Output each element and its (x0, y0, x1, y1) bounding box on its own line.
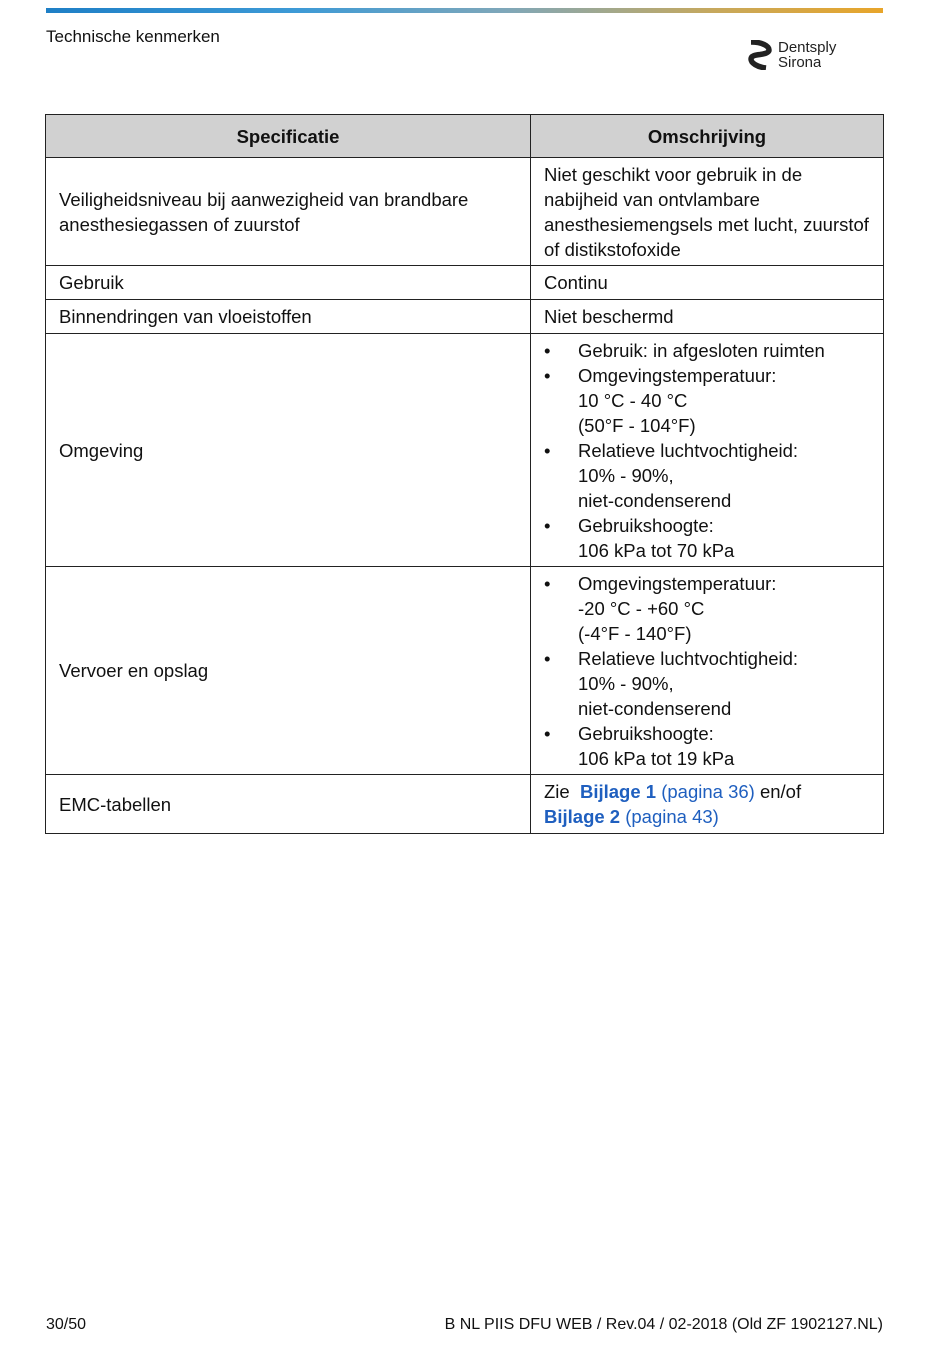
column-header-specificatie: Specificatie (46, 115, 531, 158)
desc-cell: Continu (531, 266, 884, 300)
bullet-item (544, 646, 870, 721)
desc-cell: Niet geschikt voor gebruik in de nabijheid van ontvlambare anesthesiemengsels met lucht, zuurstof of distikstofoxide (531, 158, 884, 266)
page-number: 30/50 (46, 1316, 87, 1333)
table-row (46, 300, 884, 334)
spec-cell: Omgeving (46, 334, 531, 567)
spec-cell: Veiligheidsniveau bij aanwezigheid van brandbare anesthesiegassen of zuurstof (46, 158, 531, 266)
bullet-list (544, 571, 870, 771)
table-row (46, 158, 884, 266)
table-header-row (46, 115, 884, 158)
bijlage-2-link[interactable]: Bijlage 2 (544, 806, 621, 827)
bullet-line: Gebruikshoogte: (578, 514, 714, 536)
bullet-line: Gebruikshoogte: (578, 722, 714, 744)
document-reference: B NL PIIS DFU WEB / Rev.04 / 02-2018 (Old ZF 1902127.NL) (444, 1316, 883, 1333)
bijlage-1-page-link[interactable]: (pagina 36) (661, 781, 755, 802)
bullet-item (544, 513, 870, 563)
bullet-icon: • (544, 514, 551, 536)
bullet-line: Relatieve luchtvochtigheid: (578, 647, 799, 669)
specification-table (45, 114, 884, 834)
desc-cell (531, 334, 884, 567)
bullet-line: 106 kPa tot 19 kPa (578, 747, 735, 769)
table-row (46, 334, 884, 567)
bullet-item (544, 438, 870, 513)
bullet-line: Gebruik: in afgesloten ruimten (578, 339, 825, 361)
dentsply-sirona-logo (748, 38, 858, 72)
bullet-line: 106 kPa tot 70 kPa (578, 539, 735, 561)
bullet-line: Relatieve luchtvochtigheid: (578, 439, 799, 461)
bullet-item (544, 571, 870, 646)
bullet-item (544, 721, 870, 771)
table-row (46, 567, 884, 775)
spec-cell: Vervoer en opslag (46, 567, 531, 775)
bullet-icon: • (544, 647, 551, 669)
desc-cell (531, 567, 884, 775)
bullet-line: -20 °C - +60 °C (578, 597, 705, 619)
bullet-icon: • (544, 339, 551, 361)
logo-mark-icon (748, 40, 772, 70)
emc-prefix: Zie (544, 781, 570, 802)
table-row (46, 775, 884, 834)
logo-text-line1: Dentsply (778, 39, 837, 56)
bullet-line: 10 °C - 40 °C (578, 389, 688, 411)
bullet-line: (50°F - 104°F) (578, 414, 696, 436)
bullet-list (544, 338, 870, 563)
bullet-icon: • (544, 572, 551, 594)
bullet-line: Omgevingstemperatuur: (578, 364, 777, 386)
table-row (46, 266, 884, 300)
spec-cell: Binnendringen van vloeistoffen (46, 300, 531, 334)
bullet-line: niet-condenserend (578, 489, 732, 511)
bullet-line: 10% - 90%, (578, 672, 674, 694)
bullet-line: niet-condenserend (578, 697, 732, 719)
bullet-icon: • (544, 364, 551, 386)
bullet-line: (-4°F - 140°F) (578, 622, 692, 644)
emc-middle: en/of (759, 781, 802, 802)
column-header-omschrijving: Omschrijving (531, 115, 884, 158)
bullet-icon: • (544, 722, 551, 744)
section-title: Technische kenmerken (46, 27, 220, 46)
bullet-line: 10% - 90%, (578, 464, 674, 486)
spec-cell: EMC-tabellen (46, 775, 531, 834)
desc-cell: Niet beschermd (531, 300, 884, 334)
bijlage-2-page-link[interactable]: (pagina 43) (625, 806, 719, 827)
desc-cell (531, 775, 884, 834)
bullet-item (544, 338, 870, 363)
bullet-icon: • (544, 439, 551, 461)
bullet-line: Omgevingstemperatuur: (578, 572, 777, 594)
bullet-item (544, 363, 870, 438)
logo-text-line2: Sirona (778, 55, 822, 69)
top-accent-bar (46, 8, 883, 13)
spec-cell: Gebruik (46, 266, 531, 300)
bijlage-1-link[interactable]: Bijlage 1 (579, 781, 657, 802)
